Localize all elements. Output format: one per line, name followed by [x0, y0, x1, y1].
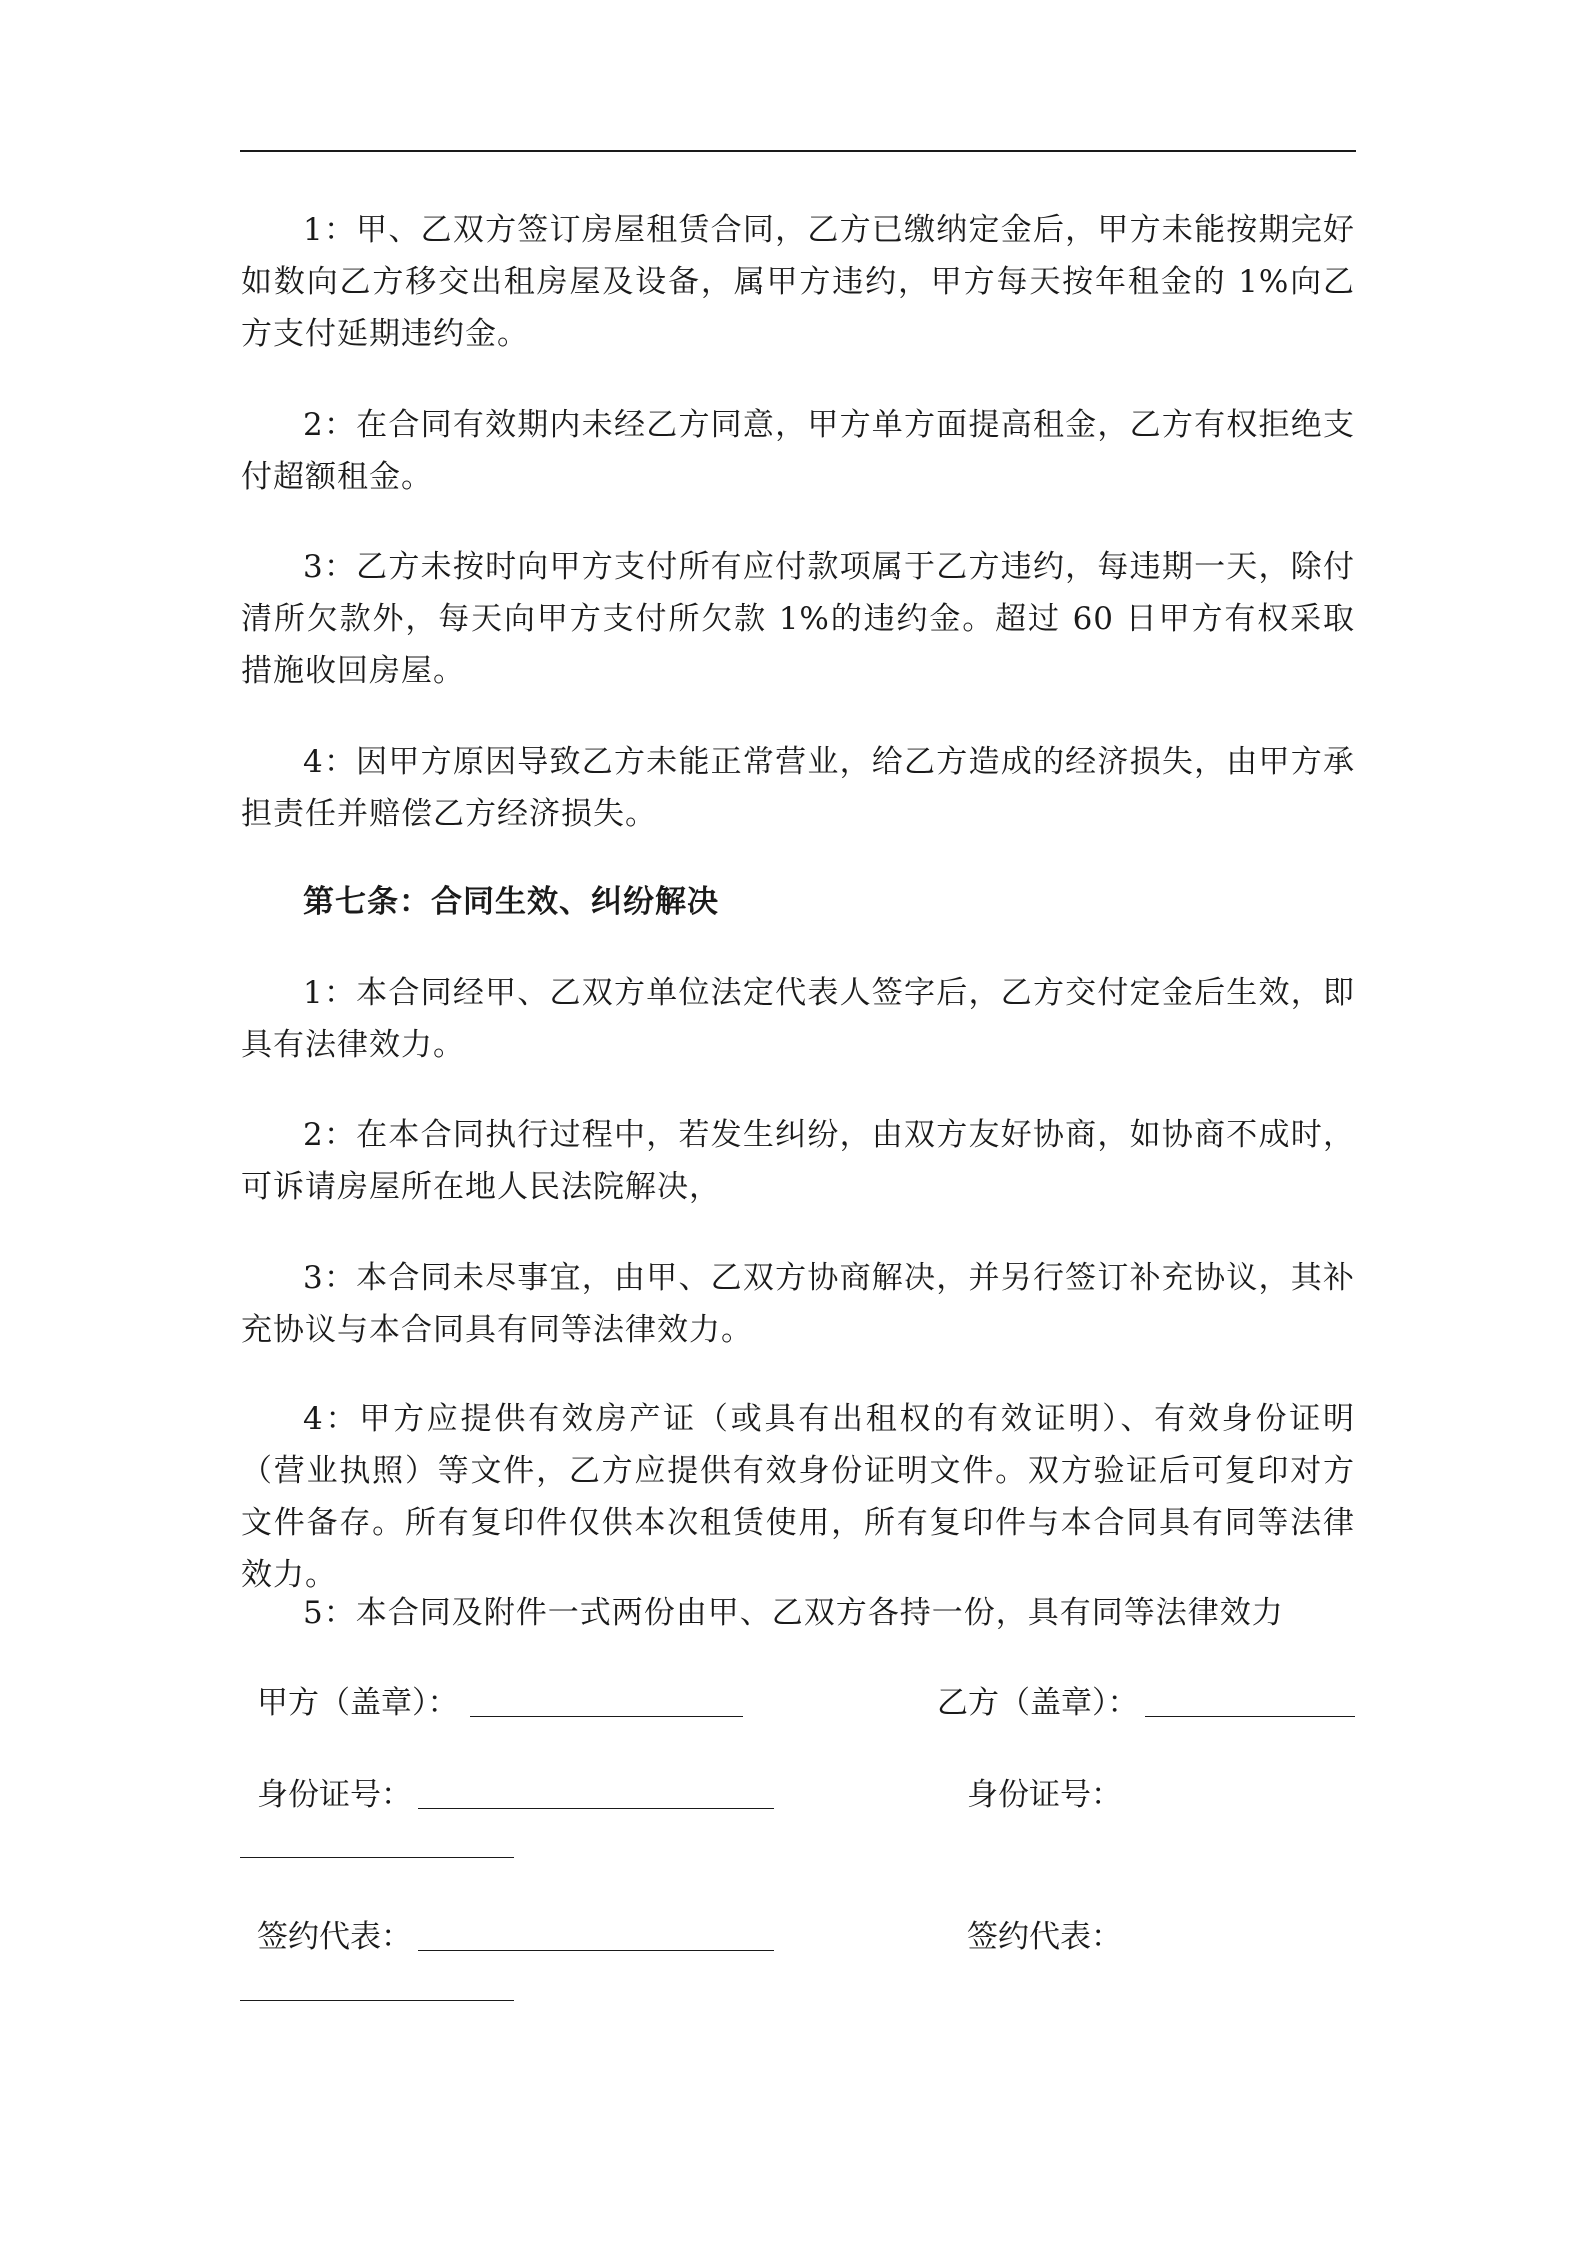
breach-clause-2: 2：在合同有效期内未经乙方同意，甲方单方面提高租金，乙方有权拒绝支付超额租金。: [241, 407, 1355, 495]
party-b-seal-line: [1145, 1716, 1355, 1717]
party-a-rep-label: 签约代表：: [257, 1919, 412, 1955]
article-7-clause-1: 1：本合同经甲、乙双方单位法定代表人签字后，乙方交付定金后生效，即具有法律效力。: [241, 975, 1355, 1063]
breach-clause-3: 3：乙方未按时向甲方支付所有应付款项属于乙方违约，每违期一天，除付清所欠款外，每天向甲方支付所欠款 1%的违约金。超过 60 日甲方有权采取措施收回房屋。: [241, 549, 1355, 689]
article-7-clause-2: 2：在本合同执行过程中，若发生纠纷，由双方友好协商，如协商不成时，可诉请房屋所在地人民法院解决，: [241, 1117, 1355, 1205]
party-a-seal-line: [470, 1716, 743, 1717]
party-a-id-label: 身份证号：: [257, 1777, 412, 1813]
breach-clause-4: 4：因甲方原因导致乙方未能正常营业，给乙方造成的经济损失，由甲方承担责任并赔偿乙方经济损失。: [241, 744, 1355, 832]
party-a-rep-line: [418, 1950, 774, 1951]
article-7-heading: 第七条：合同生效、纠纷解决: [303, 884, 719, 920]
party-b-rep-line: [240, 2000, 514, 2001]
party-b-seal-label: 乙方（盖章）：: [937, 1685, 1139, 1721]
party-a-id-line: [418, 1808, 774, 1809]
party-b-id-label: 身份证号：: [967, 1777, 1122, 1813]
article-7-clause-4: 4：甲方应提供有效房产证（或具有出租权的有效证明）、有效身份证明（营业执照）等文件，乙方应提供有效身份证明文件。双方验证后可复印对方文件备存。所有复印件仅供本次租赁使用，所有复印件与本合同具有同等法律效力。: [241, 1401, 1355, 1593]
breach-clause-1: 1：甲、乙双方签订房屋租赁合同，乙方已缴纳定金后，甲方未能按期完好如数向乙方移交出租房屋及设备，属甲方违约，甲方每天按年租金的 1%向乙方支付延期违约金。: [241, 212, 1355, 352]
article-7-clause-3: 3：本合同未尽事宜，由甲、乙双方协商解决，并另行签订补充协议，其补充协议与本合同具有同等法律效力。: [241, 1260, 1355, 1348]
header-rule: [240, 150, 1356, 152]
party-a-seal-label: 甲方（盖章）：: [257, 1685, 459, 1721]
party-b-id-line: [240, 1857, 514, 1858]
party-b-rep-label: 签约代表：: [967, 1919, 1122, 1955]
article-7-clause-5: 5：本合同及附件一式两份由甲、乙双方各持一份，具有同等法律效力: [303, 1595, 1284, 1631]
